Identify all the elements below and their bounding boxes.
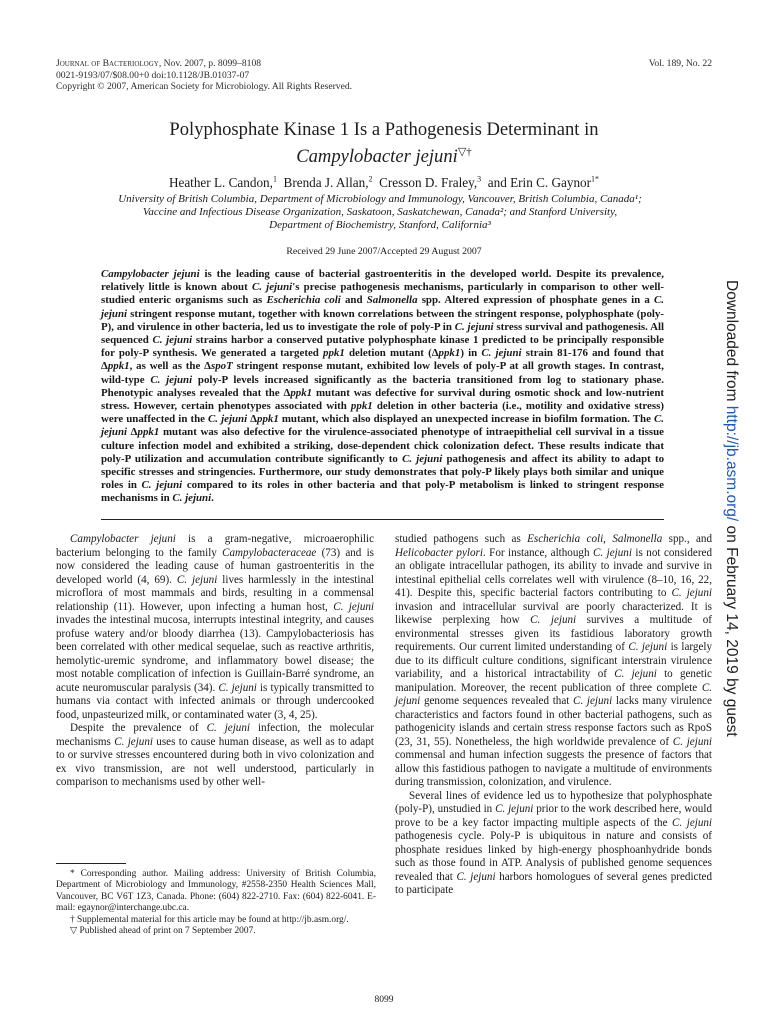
affiliation-line: Vaccine and Infectious Disease Organization, Saskatoon, Saskatchewan, Canada²; and Stanford University, [142,206,618,218]
journal-name: Journal of Bacteriology [56,58,159,69]
body-paragraph: Despite the prevalence of C. jejuni infection, the molecular mechanisms C. jejuni uses to cause human disease, as well as to adapt to or survive stresses encountered during both in vivo colonization and ex vivo transmission, are not well understood, particularly in comparison to mechanisms used by other well- [56,722,374,788]
author-list [0,172,768,191]
body-paragraph: Campylobacter jejuni is a gram-negative, microaerophilic bacterium belonging to the family Campylobacteraceae (73) and is now considered the leading cause of human gastroenteritis in the developed world (4, 69). C. jejuni lives harmlessly in the intestinal microflora of most mammals and birds, resulting in a commensal relationship (11). However, upon infecting a human host, C. jejuni invades the intestinal mucosa, interrupts intestinal integrity, and causes profuse watery and/or bloody diarrhea (13). Campylobacteriosis has been correlated with other medical sequelae, such as reactive arthritis, hemolytic-uremic syndrome, and inflammatory bowel disease; the most notable complication of infection is Guillain-Barré syndrome, an acute neuromuscular paralysis (34). C. jejuni is typically transmitted to humans via contact with infected animals or through undercooked food, unpasteurized milk, or contaminated water (3, 4, 25). [56,533,374,721]
journal-header [56,58,352,93]
abstract: Campylobacter jejuni is the leading cause of bacterial gastroenteritis in the developed world. Despite its prevalence, relatively little is known about C. jejuni's precise pathogenesis mechanisms, particularly in comparison to other well-studied enteric organisms such as Escherichia coli and Salmonella spp. Altered expression of phosphate genes in a C. jejuni stringent response mutant, together with known correlations between the stringent response, polyphosphate (poly-P), and virulence in other bacteria, led us to investigate the role of poly-P in C. jejuni stress survival and pathogenesis. All sequenced C. jejuni strains harbor a conserved putative polyphosphate kinase 1 predicted to be principally responsible for poly-P synthesis. We generated a targeted ppk1 deletion mutant (Δppk1) in C. jejuni strain 81-176 and found that Δppk1, as well as the ΔspoT stringent response mutant, exhibited low levels of poly-P at all growth stages. In contrast, wild-type C. jejuni poly-P levels increased significantly as the bacteria transitioned from log to stationary phase. Phenotypic analyses revealed that the Δppk1 mutant was defective for survival during osmotic shock and low-nutrient stress. However, certain phenotypes associated with ppk1 deletion in other bacteria (i.e., motility and oxidative stress) were unaffected in the C. jejuni Δppk1 mutant, which also displayed an unexpected increase in biofilm formation. The C. jejuni Δppk1 mutant was also defective for the virulence-associated phenotype of intraepithelial cell survival in a tissue culture infection model and exhibited a striking, dose-dependent chick colonization defect. These results indicate that poly-P utilization and accumulation contribute significantly to C. jejuni pathogenesis and affect its ability to adapt to specific stresses and stringencies. Furthermore, our study demonstrates that poly-P likely plays both similar and unique roles in C. jejuni compared to its roles in other bacteria and that poly-P metabolism is linked to stringent response mechanisms in C. jejuni. [101,268,665,505]
volume-issue: Vol. 189, No. 22 [648,58,712,69]
issn-doi: 0021-9193/07/$08.00+0 doi:10.1128/JB.01037-07 [56,69,250,81]
title-line-1: Polyphosphate Kinase 1 Is a Pathogenesis Determinant in [169,119,599,140]
body-left-column [56,533,374,790]
abstract-divider [101,519,664,520]
footnote-supplemental: † Supplemental material for this article may be found at http://jb.asm.org/. [70,914,349,925]
page-number: 8099 [374,995,394,1005]
footnote-published: ▽ Published ahead of print on 7 September 2007. [70,926,256,937]
affiliations [80,193,680,232]
body-paragraph: Several lines of evidence led us to hypothesize that polyphosphate (poly-P), unstudied in C. jejuni prior to the work described here, would prove to be a key factor impacting multiple aspects of the C. jejuni pathogenesis cycle. Poly-P is ubiquitous in nature and consists of phosphate residues linked by high-energy phosphoanhydride bonds such as those found in ATP. Analysis of published genome sequences revealed that C. jejuni harbors homologues of several genes predicted to participate [395,789,713,896]
article-title [0,118,768,168]
affiliation-line: Department of Biochemistry, Stanford, California³ [269,219,491,231]
footnotes [56,869,376,937]
copyright: Copyright © 2007, American Society for Microbiology. All Rights Reserved. [56,81,353,92]
journal-citation: , Nov. 2007, p. 8099–8108 [158,58,262,69]
author-4: and Erin C. Gaynor$^{1*}$ [487,175,600,191]
author-3: Cresson D. Fraley,$^3$ [379,175,482,191]
journal-site-link[interactable]: http://jb.asm.org/ [723,405,740,522]
affiliation-line: University of British Columbia, Department of Microbiology and Immunology, Vancouver, British Columbia, Canada¹; [118,193,642,205]
received-accepted-dates: Received 29 June 2007/Accepted 29 August 2007 [286,246,482,257]
author-2: Brenda J. Allan,$^2$ [283,175,373,191]
footnote-corresponding: * Corresponding author. Mailing address: University of British Columbia, Department of Microbiology and Immunology, #2558-2350 Health Sciences Mall, Vancouver, BC V6T 1Z3, Canada. Phone: (604) 822-2710. Fax: (604) 822-6041. E-mail: egaynor@interchange.ubc.ca. [56,869,376,914]
body-right-column [395,533,712,898]
footnote-divider [56,863,126,864]
body-paragraph: studied pathogens such as Escherichia coli, Salmonella spp., and Helicobacter pylori. For instance, although C. jejuni is not considered an obligate intracellular pathogen, its ability to invade and survive in intestinal epithelial cells correlates well with virulence (8–10, 16, 22, 41). Despite this, specific bacterial factors contributing to C. jejuni invasion and intracellular survival are poorly characterized. It is likewise perplexing how C. jejuni survives a multitude of environmental stresses given its fastidious laboratory growth requirements. Our current limited understanding of C. jejuni is largely due to its difficult culture conditions, significant interstrain virulence variability, and a historical intractability of C. jejuni to genetic manipulation. Moreover, the recent publication of three complete C. jejuni genome sequences revealed that C. jejuni lacks many virulence characteristics and factors found in other bacterial pathogens, such as pathogenicity islands and certain stress response factors such as RpoS (23, 31, 55). Nonetheless, the high worldwide prevalence of C. jejuni commensal and human infection suggests the presence of factors that allow this fastidious pathogen to navigate a multitude of environments during transmission, colonization, and virulence. [395,533,713,788]
download-watermark: Downloaded from http://jb.asm.org/ on February 14, 2019 by guest [723,280,740,737]
author-1: Heather L. Candon,$^1$ [168,175,277,191]
title-line-2: Campylobacter jejuni [296,146,458,168]
title-marks: ▽† [457,146,472,158]
